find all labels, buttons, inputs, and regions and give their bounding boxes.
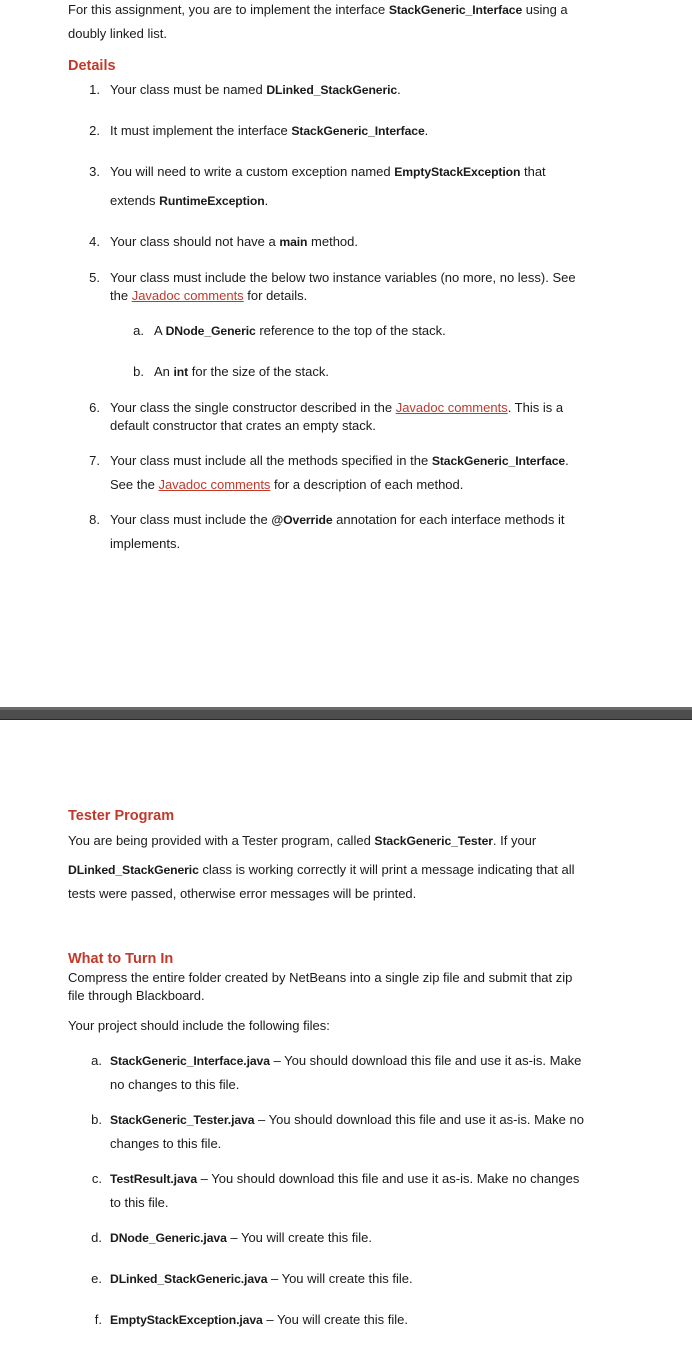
list-item — [110, 512, 565, 528]
list-item-continued — [110, 193, 268, 209]
item-text: that — [520, 164, 546, 179]
file-list-letter: a. — [91, 1053, 102, 1068]
turn-in-line-2: file through Blackboard. — [68, 988, 205, 1003]
item-text: . — [264, 193, 269, 208]
code-term: StackGeneric_Interface — [388, 3, 523, 17]
list-number: 4. — [89, 234, 100, 249]
list-item-continued — [110, 477, 463, 493]
code-term: DNode_Generic — [165, 324, 256, 338]
sublist-letter: b. — [133, 364, 144, 379]
intro-text: For this assignment, you are to implement the interface — [68, 2, 389, 17]
item-text: method. — [307, 234, 358, 249]
list-number: 6. — [89, 400, 100, 415]
file-description: – You will create this file. — [267, 1271, 413, 1286]
code-term: StackGeneric_Tester — [374, 834, 493, 848]
list-item — [110, 234, 358, 250]
item-text: See the — [110, 477, 159, 492]
tester-line-2 — [68, 862, 574, 878]
code-term: main — [279, 235, 308, 249]
sublist-item — [154, 364, 329, 380]
item-text: for a description of each method. — [270, 477, 464, 492]
file-list-item-continued: no changes to this file. — [110, 1077, 240, 1092]
code-term: EmptyStackException — [394, 165, 521, 179]
list-item — [110, 123, 428, 139]
item-text: for details. — [243, 288, 308, 303]
item-text: for the size of the stack. — [188, 364, 330, 379]
file-list-item-continued: changes to this file. — [110, 1136, 222, 1151]
item-text: the — [110, 288, 132, 303]
tester-heading: Tester Program — [68, 808, 175, 824]
list-item — [110, 453, 569, 469]
file-description: – You should download this file and use it as-is. Make no changes — [197, 1171, 580, 1186]
item-text: Your class the single constructor described in the — [110, 400, 396, 415]
list-number: 1. — [89, 82, 100, 97]
code-term: StackGeneric_Interface — [291, 124, 425, 138]
intro-line-2: doubly linked list. — [68, 26, 167, 41]
javadoc-link[interactable]: Javadoc comments — [395, 400, 508, 415]
file-list-item — [110, 1230, 372, 1246]
turn-in-line-3: Your project should include the following files: — [68, 1018, 330, 1033]
code-term: @Override — [271, 513, 333, 527]
file-list-item — [110, 1171, 579, 1187]
item-text: You will need to write a custom exception named — [110, 164, 395, 179]
item-text: . — [397, 82, 401, 97]
tester-line-3: tests were passed, otherwise error messages will be printed. — [68, 886, 417, 901]
item-text: An — [154, 364, 174, 379]
turn-in-heading: What to Turn In — [68, 951, 174, 967]
list-item-continued: implements. — [110, 536, 181, 551]
file-list-item-continued: to this file. — [110, 1195, 169, 1210]
tester-text: class is working correctly it will print a message indicating that all — [198, 862, 575, 877]
list-item: Your class must include the below two instance variables (no more, no less). See — [110, 270, 576, 285]
tester-text: You are being provided with a Tester program, called — [68, 833, 375, 848]
tester-line-1 — [68, 833, 536, 849]
list-number: 2. — [89, 123, 100, 138]
intro-line-1 — [68, 2, 568, 18]
code-term: StackGeneric_Interface — [431, 454, 566, 468]
item-text: . — [424, 123, 429, 138]
details-heading: Details — [68, 58, 116, 74]
sublist-item — [154, 323, 446, 339]
item-text: Your class should not have a — [110, 234, 280, 249]
file-list-item — [110, 1053, 581, 1069]
code-term: RuntimeException — [159, 194, 265, 208]
list-item — [110, 164, 546, 180]
list-item-continued — [110, 288, 307, 304]
item-text: Your class must be named — [110, 82, 267, 97]
item-text: annotation for each interface methods it — [332, 512, 565, 527]
file-name: TestResult.java — [110, 1172, 198, 1186]
file-description: – You should download this file and use it as-is. Make no — [254, 1112, 584, 1127]
file-list-letter: c. — [91, 1171, 102, 1186]
list-item-continued: default constructor that crates an empty stack. — [110, 418, 376, 433]
sublist-letter: a. — [133, 323, 144, 338]
file-name: DNode_Generic.java — [110, 1231, 227, 1245]
code-term: int — [173, 365, 189, 379]
item-text: Your class must include the — [110, 512, 272, 527]
item-text: Your class must include all the methods specified in the — [110, 453, 432, 468]
list-number: 8. — [89, 512, 100, 527]
file-description: – You will create this file. — [226, 1230, 372, 1245]
item-text: extends — [110, 193, 160, 208]
item-text: A — [154, 323, 166, 338]
item-text: . This is a — [507, 400, 564, 415]
code-term: DLinked_StackGeneric — [68, 863, 199, 877]
turn-in-line-1: Compress the entire folder created by NetBeans into a single zip file and submit that zip — [68, 970, 573, 985]
file-list-letter: d. — [91, 1230, 102, 1245]
list-number: 7. — [89, 453, 100, 468]
file-list-letter: e. — [91, 1271, 102, 1286]
file-description: – You should download this file and use it as-is. Make — [269, 1053, 582, 1068]
intro-text: using a — [522, 2, 568, 17]
list-item — [110, 400, 563, 416]
list-item — [110, 82, 401, 98]
file-list-item — [110, 1312, 408, 1328]
file-list-item — [110, 1112, 584, 1128]
file-list-letter: b. — [91, 1112, 102, 1127]
code-term: DLinked_StackGeneric — [266, 83, 398, 97]
file-name: StackGeneric_Tester.java — [110, 1113, 255, 1127]
tester-text: . If your — [492, 833, 537, 848]
item-text: . — [565, 453, 569, 468]
file-name: EmptyStackException.java — [110, 1313, 263, 1327]
file-list-item — [110, 1271, 413, 1287]
list-number: 5. — [89, 270, 100, 285]
item-text: It must implement the interface — [110, 123, 292, 138]
item-text: reference to the top of the stack. — [255, 323, 446, 338]
file-description: – You will create this file. — [262, 1312, 408, 1327]
javadoc-link[interactable]: Javadoc comments — [131, 288, 244, 303]
file-list-letter: f. — [94, 1312, 102, 1327]
javadoc-link[interactable]: Javadoc comments — [158, 477, 271, 492]
file-name: StackGeneric_Interface.java — [110, 1054, 270, 1068]
page-separator-shade — [0, 707, 692, 710]
file-name: DLinked_StackGeneric.java — [110, 1272, 268, 1286]
list-number: 3. — [89, 164, 100, 179]
page-separator — [0, 707, 692, 720]
